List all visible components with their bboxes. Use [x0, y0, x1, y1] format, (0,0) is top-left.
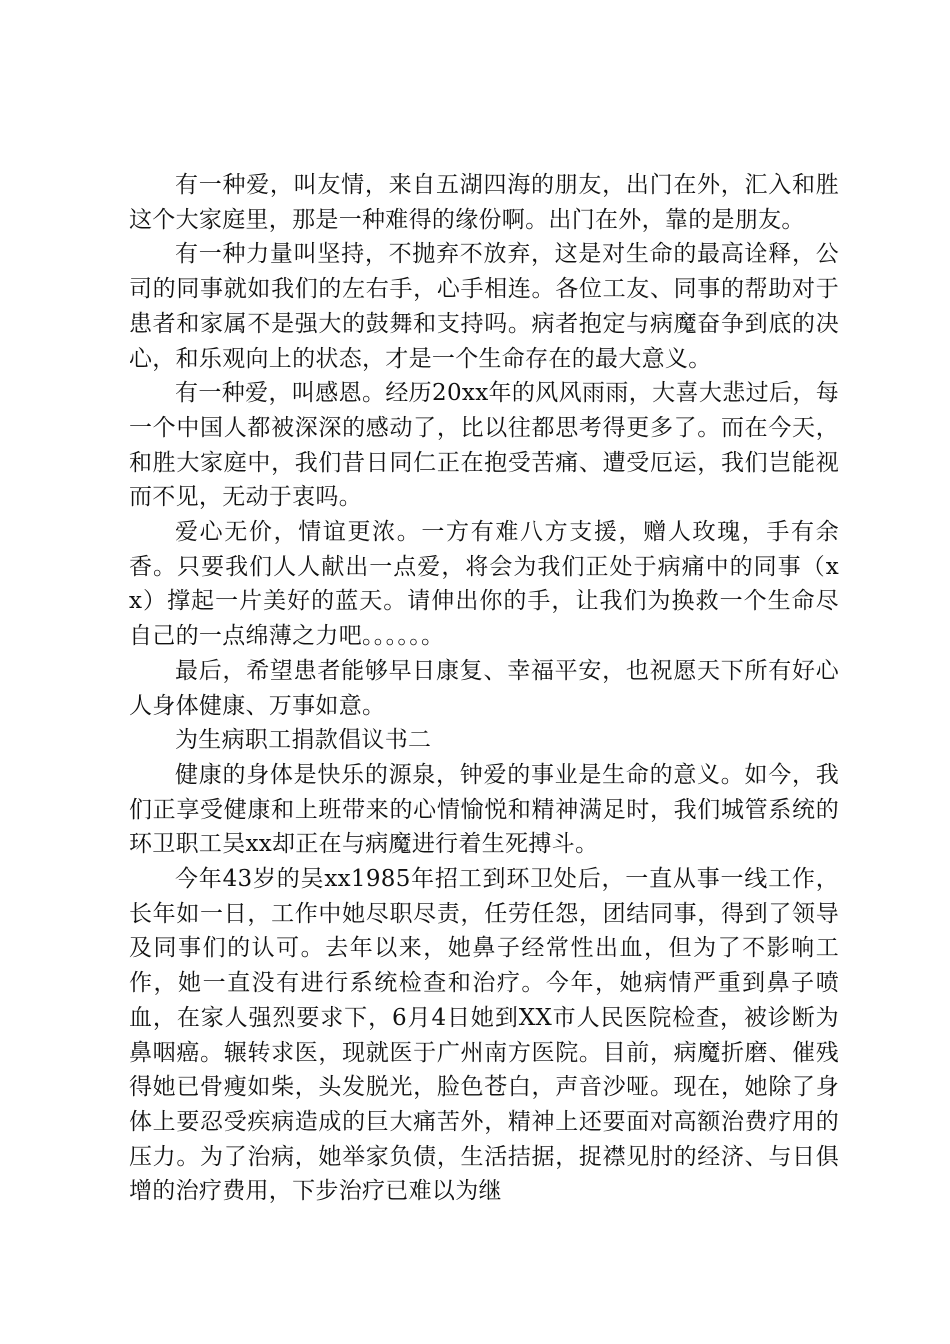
paragraph-love-priceless: 爱心无价，情谊更浓。一方有难八方支援，赠人玫瑰，手有余香。只要我们人人献出一点爱，将会为我们正处于病痛中的同事（xx）撑起一片美好的蓝天。请伸出你的手，让我们为换救一个生命尽自己的一点绵薄之力吧。。。。。。 [129, 519, 839, 650]
paragraph-health: 健康的身体是快乐的源泉，钟爱的事业是生命的意义。如今，我们正享受健康和上班带来的心情愉悦和精神满足时，我们城管系统的环卫职工吴xx却正在与病魔进行着生死搏斗。 [129, 761, 839, 858]
paragraph-gratitude: 有一种爱，叫感恩。经历20xx年的风风雨雨，大喜大悲过后，每一个中国人都被深深的感动了，比以往都思考得更多了。而在今天，和胜大家庭中，我们昔日同仁正在抱受苦痛、遭受厄运，我们岂能视而不见，无动于衷吗。 [129, 380, 839, 511]
paragraph-closing-wishes: 最后，希望患者能够早日康复、幸福平安，也祝愿天下所有好心人身体健康、万事如意。 [129, 657, 839, 719]
paragraph-friendship: 有一种爱，叫友情，来自五湖四海的朋友，出门在外，汇入和胜这个大家庭里，那是一种难得的缘份啊。出门在外，靠的是朋友。 [129, 172, 839, 233]
paragraph-persistence: 有一种力量叫坚持，不抛弃不放弃，这是对生命的最高诠释，公司的同事就如我们的左右手，心手相连。各位工友、同事的帮助对于患者和家属不是强大的鼓舞和支持吗。病者抱定与病魔奋争到底的决心，和乐观向上的状态，才是一个生命存在的最大意义。 [129, 241, 839, 372]
document-body [129, 168, 839, 1209]
section-heading: 为生病职工捐款倡议书二 [175, 727, 432, 754]
paragraph-patient-story: 今年43岁的吴xx1985年招工到环卫处后，一直从事一线工作，长年如一日，工作中她尽职尽责，任劳任怨，团结同事，得到了领导及同事们的认可。去年以来，她鼻子经常性出血，但为了不影响工作，她一直没有进行系统检查和治疗。今年，她病情严重到鼻子喷血，在家人强烈要求下，6月4日她到XX市人民医院检查，被诊断为鼻咽癌。辗转求医，现就医于广州南方医院。目前，病魔折磨、催残得她已骨瘦如柴，头发脱光，脸色苍白，声音沙哑。现在，她除了身体上要忍受疾病造成的巨大痛苦外，精神上还要面对高额治费疗用的压力。为了治病，她举家负债，生活拮据，捉襟见肘的经济、与日俱增的治疗费用，下步治疗已难以为继 [129, 866, 839, 1205]
